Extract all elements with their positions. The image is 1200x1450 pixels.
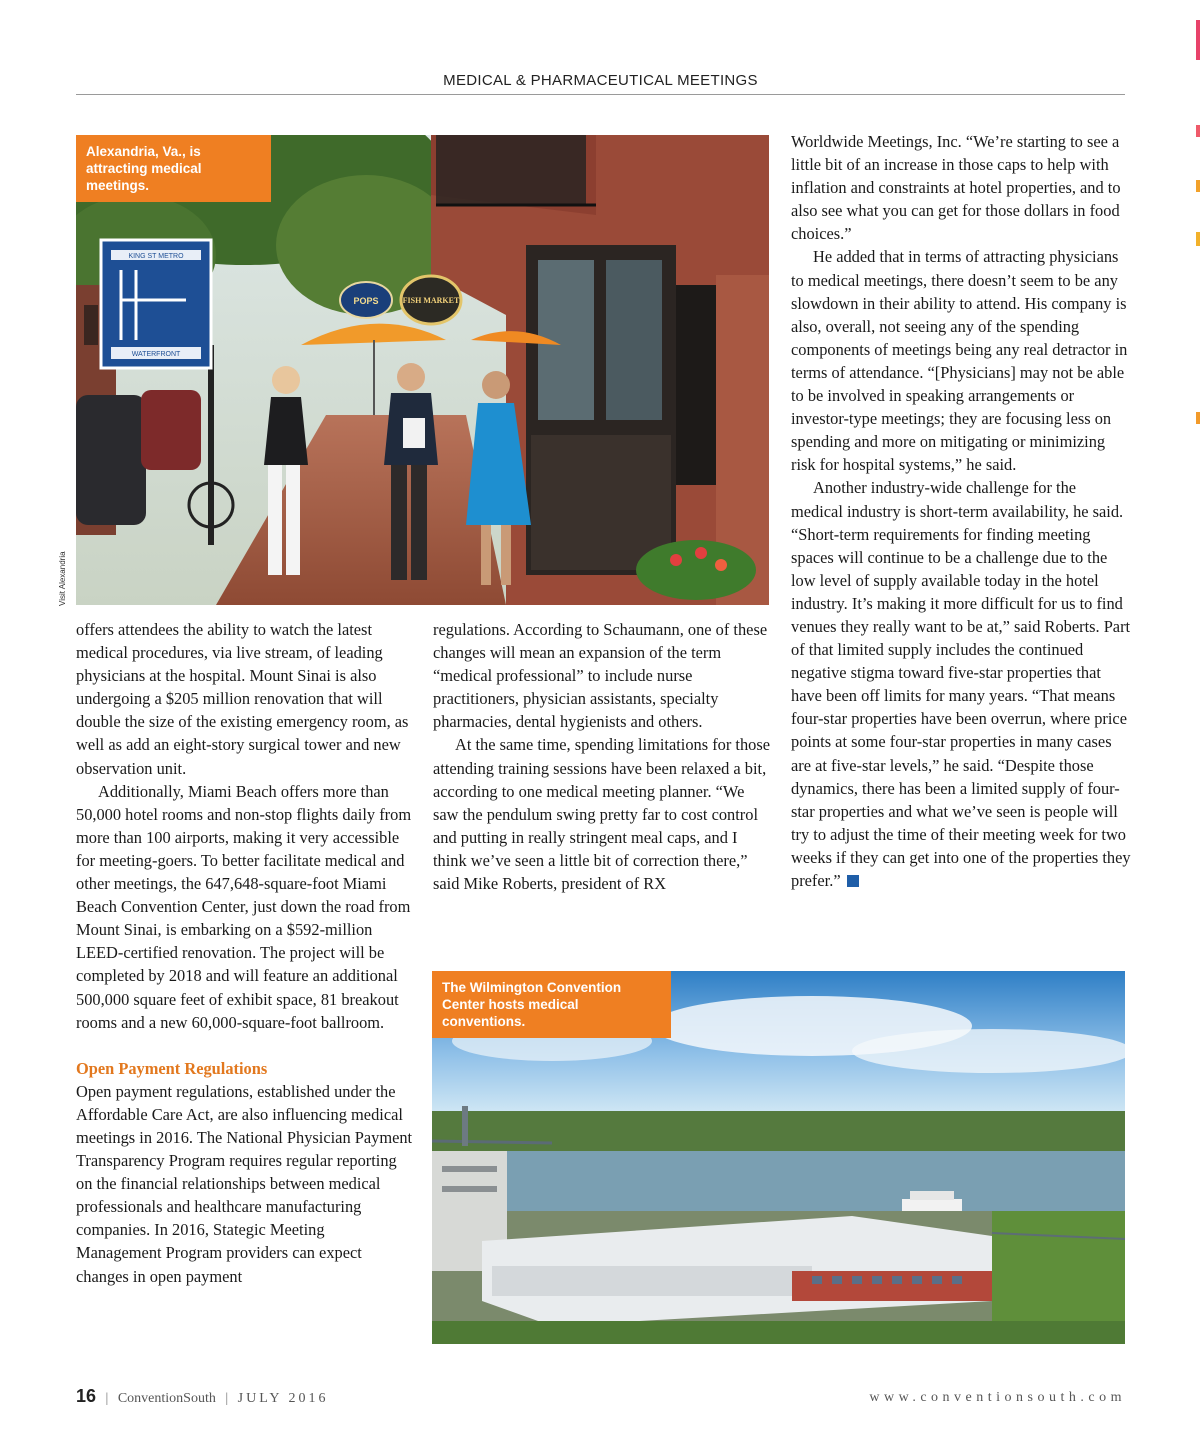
column3-paragraph-2: He added that in terms of attracting physicians to medical meetings, there doesn’t seem to be any slowdown in their ability to attend. His company is also, overall, not seeing any of the spending components of meetings being any real detractor in terms of attendance. “[Physicians] may not be able to be involved in speaking arrangements or investor-type meetings; they are focusing less on spending and more on mitigating or minimizing risk for hospital systems,” he said. <box>791 247 1128 475</box>
metro-sign-bottom: WATERFRONT <box>131 351 181 358</box>
article-column-2 <box>433 618 771 895</box>
magazine-name: ConventionSouth <box>117 1391 216 1406</box>
website-url: www.conventionsouth.com <box>869 1390 1126 1405</box>
edge-mark-1 <box>1196 20 1200 60</box>
page-number: 16 <box>76 1386 97 1406</box>
column2-paragraph-1: regulations. According to Schaumann, one of these changes will mean an expansion of the term “medical professional” to include nurse practitioners, physician assistants, specialty pharmacies, dental hygienists and others. <box>433 620 768 732</box>
photo-caption-alexandria: Alexandria, Va., is attracting medical meetings. <box>76 135 271 202</box>
section-header: MEDICAL & PHARMACEUTICAL MEETINGS <box>76 72 1125 95</box>
edge-mark-2 <box>1196 125 1200 137</box>
footer-separator-1: | <box>105 1391 109 1406</box>
column1-paragraph-1: offers attendees the ability to watch the latest medical procedures, via live stream, of leading physicians at the hospital. Mount Sinai is also undergoing a $205 million renovation that will double the size of the existing emergency room, as well as add an eight-story surgical tower and new observation unit. <box>76 620 409 778</box>
column1-paragraph-2: Additionally, Miami Beach offers more than 50,000 hotel rooms and non-stop flights daily from more than 100 airports, making it very accessible for meeting-goers. To better facilitate medical and other meetings, the 647,648-square-foot Miami Beach Convention Center, just down the road from Mount Sinai, is embarking on a $592-million LEED-certified renovation. The project will be completed by 2018 and will feature an additional 500,000 square feet of exhibit space, 81 breakout rooms and a new 60,000-square-foot ballroom. <box>76 781 412 1032</box>
alexandria-street-photo <box>76 135 769 605</box>
shop-sign-fish-market: FISH MARKET <box>402 296 460 305</box>
edge-mark-5 <box>1196 412 1200 424</box>
metro-sign-text: KING ST METRO <box>128 253 184 260</box>
street-scene-illustration <box>76 135 769 605</box>
photo-credit: Visit Alexandria <box>58 551 67 606</box>
shop-sign-pops: POPS <box>353 296 379 306</box>
issue-date: JULY 2016 <box>237 1391 329 1406</box>
end-of-article-mark <box>847 875 859 887</box>
footer-separator-2: | <box>225 1391 229 1406</box>
article-column-3 <box>791 130 1131 892</box>
column3-paragraph-3-text: Another industry-wide challenge for the medical industry is short-term availability, he said. “Short-term requirements for finding meeting spaces will continue to be a challenge due to the low level of supply available today in the hotel industry. It’s making it more difficult for us to find venues they really want to be at,” said Roberts. Part of that limited supply includes the continued negative stigma toward five-star properties that have been off limits for many years. “That means four-star properties have been overrun, where price points at some four-star properties in many cases are at five-star levels,” he said. “Despite those dynamics, there has been a limited supply of four-star properties and what we’ve seen is people will try to adjust the time of their meeting week for two weeks if they can get into one of the properties they prefer.” <box>791 478 1131 890</box>
edge-mark-4 <box>1196 232 1200 246</box>
edge-mark-3 <box>1196 180 1200 192</box>
column1-paragraph-3: Open payment regulations, established under the Affordable Care Act, are also influencing medical meetings in 2016. The National Physician Payment Transparency Program requires regular reporting on the financial relationships between medical professionals and healthcare manufacturing companies. In 2016, Stategic Meeting Management Program providers can expect changes in open payment <box>76 1081 413 1286</box>
photo-caption-wilmington: The Wilmington Convention Center hosts medical conventions. <box>432 971 671 1038</box>
column3-paragraph-3 <box>791 476 1131 892</box>
column2-paragraph-2: At the same time, spending limitations for those attending training sessions have been relaxed a bit, according to one medical meeting planner. “We saw the pendulum swing pretty far to cost control and putting in really stringent meal caps, and I think we’ve seen a little bit of correction there,” said Mike Roberts, president of RX <box>433 735 771 894</box>
column3-paragraph-1: Worldwide Meetings, Inc. “We’re starting to see a little bit of an increase in those caps to help with inflation and constraints at hotel properties, and to also see what you can get for those dollars in food choices.” <box>791 132 1121 244</box>
footer-left <box>76 1386 328 1407</box>
article-column-1 <box>76 618 414 1288</box>
subhead-open-payment: Open Payment Regulations <box>76 1058 268 1078</box>
